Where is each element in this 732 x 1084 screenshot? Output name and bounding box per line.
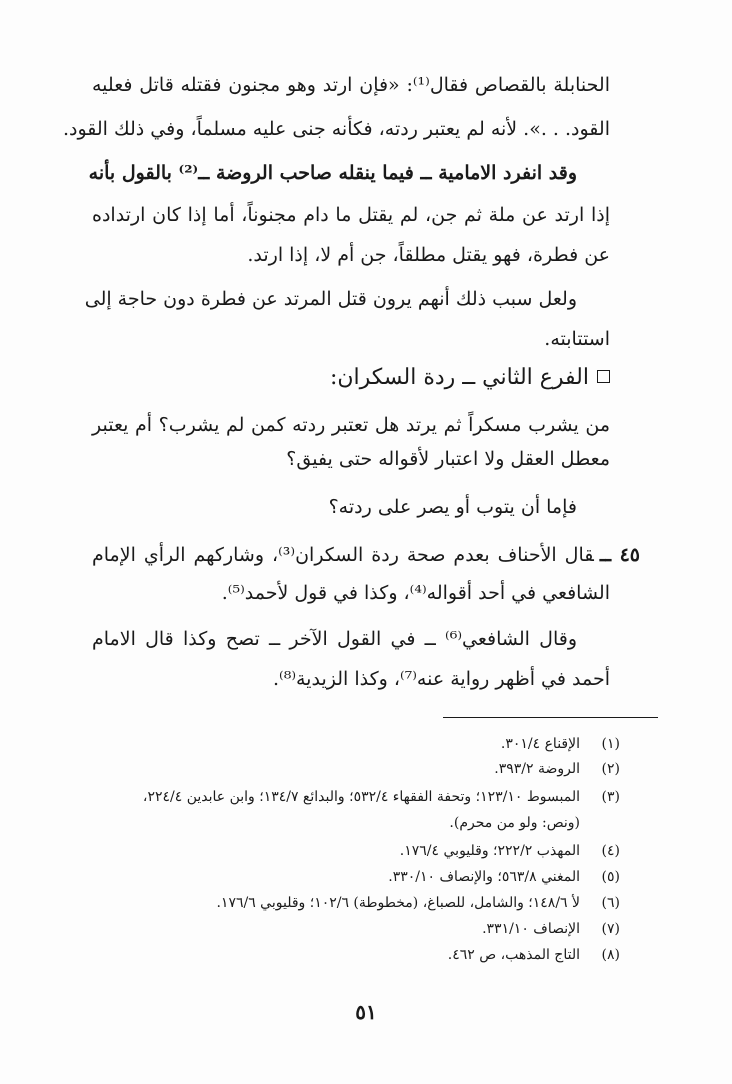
footnote-6 — [216, 892, 620, 914]
body-line-8: من يشرب مسكراً ثم يرتد هل تعتبر ردته كمن لم يشرب؟ أم يعتبر — [92, 414, 610, 436]
footnote-7 — [482, 918, 620, 940]
body-line-9: معطل العقل ولا اعتبار لأقواله حتى يفيق؟ — [286, 448, 610, 470]
footnote-number: (٥) — [601, 869, 620, 885]
body-line-11 — [92, 540, 640, 570]
footnote-number: (١) — [601, 736, 620, 752]
footnote-number: (٤) — [601, 843, 620, 859]
footnote-text: الإقناع ٣٠١/٤. — [500, 736, 580, 752]
footnote-number: (٦) — [601, 895, 620, 911]
body-line-7: استتابته. — [544, 328, 610, 350]
footnote-8 — [448, 944, 620, 966]
body-line-14: أحمد في أظهر رواية عنه⁽⁷⁾، وكذا الزيدية⁽⁸⁾. — [272, 668, 610, 690]
footnote-number: (٣) — [601, 789, 620, 805]
body-line-4: إذا ارتد عن ملة ثم جن، لم يقتل ما دام مجنوناً، أما إذا كان ارتداده — [92, 204, 610, 226]
footnote-text: الإنصاف ٣٣١/١٠. — [482, 921, 580, 937]
footnote-text: التاج المذهب، ص ٤٦٢. — [447, 947, 580, 963]
page-number: ٥١ — [355, 1000, 377, 1024]
body-line-2: القود. . .». لأنه لم يعتبر ردته، فكأنه جنى عليه مسلماً، وفي ذلك القود. — [62, 118, 610, 140]
square-bullet-icon — [597, 370, 610, 383]
footnote-5 — [388, 866, 620, 888]
footnote-2 — [494, 758, 620, 780]
section-heading-text: الفرع الثاني ــ ردة السكران: — [329, 365, 589, 390]
body-line-3: وقد انفرد الامامية ــ فيما ينقله صاحب الروضة ــ⁽²⁾ بالقول بأنه — [88, 162, 577, 184]
footnote-1 — [501, 733, 620, 755]
footnote-separator — [443, 717, 658, 718]
body-line-13: وقال الشافعي⁽⁶⁾ ــ في القول الآخر ــ تصح وكذا قال الامام — [92, 628, 577, 650]
body-line-12: الشافعي في أحد أقواله⁽⁴⁾، وكذا في قول لأحمد⁽⁵⁾. — [221, 582, 610, 604]
footnote-number: (٧) — [601, 921, 620, 937]
body-line-10: فإما أن يتوب أو يصر على ردته؟ — [328, 496, 577, 518]
body-line-11-text: قال الأحناف بعدم صحة ردة السكران⁽³⁾، وشاركهم الرأي الإمام — [92, 544, 594, 566]
footnote-3-continuation: (ونص: ولو من محرم). — [449, 815, 580, 831]
body-line-5: عن فطرة، فهو يقتل مطلقاً، جن أم لا، إذا ارتد. — [247, 244, 610, 266]
footnote-text: لأ ١٤٨/٦؛ والشامل، للصباغ، (مخطوطة) ١٠٢/٦؛ وقليوبي ١٧٦/٦. — [216, 895, 580, 911]
footnote-text: المغني ٥٦٣/٨؛ والإنصاف ٣٣٠/١٠. — [388, 869, 580, 885]
footnote-3 — [143, 786, 620, 808]
section-heading — [330, 362, 610, 394]
footnote-number: (٨) — [601, 947, 620, 963]
paragraph-number: ٤٥ ــ — [599, 544, 640, 566]
body-line-1: الحنابلة بالقصاص فقال⁽¹⁾: «فإن ارتد وهو مجنون فقتله قاتل فعليه — [92, 74, 610, 96]
footnote-text: الروضة ٣٩٣/٢. — [494, 761, 580, 777]
footnote-4 — [400, 840, 620, 862]
body-line-6: ولعل سبب ذلك أنهم يرون قتل المرتد عن فطرة دون حاجة إلى — [84, 288, 577, 310]
footnote-number: (٢) — [601, 761, 620, 777]
footnote-text: المهذب ٢٢٢/٢؛ وقليوبي ١٧٦/٤. — [399, 843, 580, 859]
footnote-text: المبسوط ١٢٣/١٠؛ وتحفة الفقهاء ٥٣٢/٤؛ والبدائع ١٣٤/٧؛ وابن عابدين ٢٢٤/٤، — [142, 789, 580, 805]
